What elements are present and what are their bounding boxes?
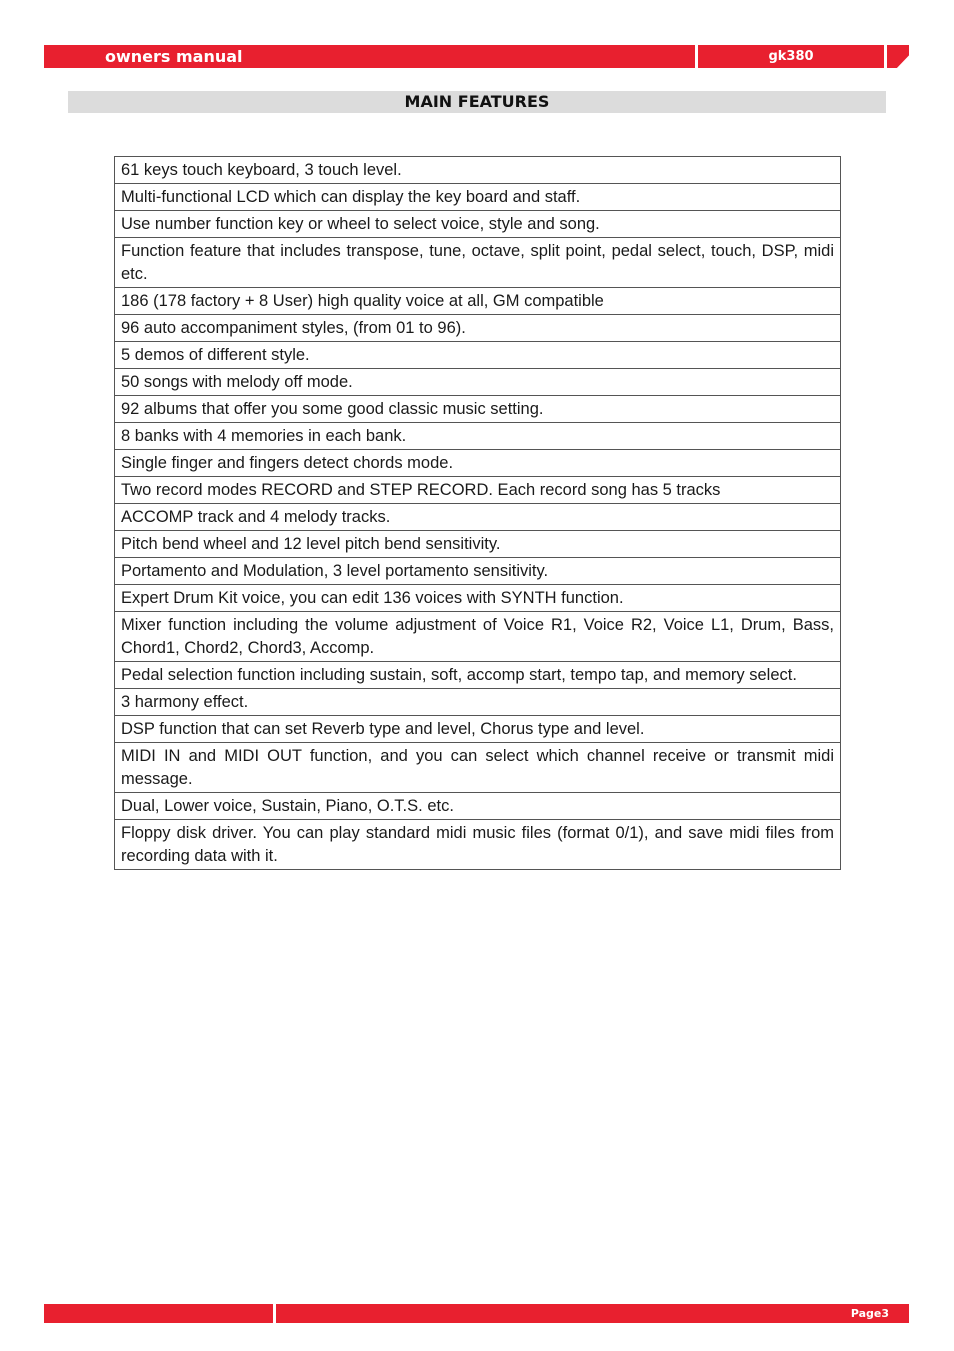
feature-cell: Function feature that includes transpose, tune, octave, split point, pedal select, touch, DSP, midi etc. <box>115 238 841 288</box>
table-row <box>115 396 841 423</box>
feature-cell: Dual, Lower voice, Sustain, Piano, O.T.S. etc. <box>115 793 841 820</box>
footer-bar-right <box>276 1304 909 1323</box>
table-row <box>115 820 841 870</box>
page-number: Page3 <box>850 1307 889 1320</box>
features-table <box>114 156 841 870</box>
table-row <box>115 716 841 743</box>
feature-cell: Mixer function including the volume adjustment of Voice R1, Voice R2, Voice L1, Drum, Bass, Chord1, Chord2, Chord3, Accomp. <box>115 612 841 662</box>
feature-cell: Pedal selection function including sustain, soft, accomp start, tempo tap, and memory select. <box>115 662 841 689</box>
table-row <box>115 238 841 288</box>
model-label: gk380 <box>768 49 814 64</box>
table-row <box>115 558 841 585</box>
feature-cell: Multi-functional LCD which can display the key board and staff. <box>115 184 841 211</box>
manual-title: owners manual <box>105 47 243 66</box>
feature-cell: Pitch bend wheel and 12 level pitch bend sensitivity. <box>115 531 841 558</box>
section-title: MAIN FEATURES <box>68 91 886 113</box>
header-corner-tab <box>887 45 909 68</box>
table-row <box>115 288 841 315</box>
feature-cell: 61 keys touch keyboard, 3 touch level. <box>115 157 841 184</box>
feature-cell: MIDI IN and MIDI OUT function, and you can select which channel receive or transmit midi message. <box>115 743 841 793</box>
feature-cell: 3 harmony effect. <box>115 689 841 716</box>
feature-cell: Use number function key or wheel to select voice, style and song. <box>115 211 841 238</box>
feature-cell: Expert Drum Kit voice, you can edit 136 voices with SYNTH function. <box>115 585 841 612</box>
table-row <box>115 450 841 477</box>
feature-cell: Floppy disk driver. You can play standard midi music files (format 0/1), and save midi files from recording data with it. <box>115 820 841 870</box>
table-row <box>115 612 841 662</box>
table-row <box>115 423 841 450</box>
table-row <box>115 504 841 531</box>
feature-cell: 50 songs with melody off mode. <box>115 369 841 396</box>
feature-cell: Portamento and Modulation, 3 level portamento sensitivity. <box>115 558 841 585</box>
table-row <box>115 369 841 396</box>
table-row <box>115 585 841 612</box>
table-row <box>115 184 841 211</box>
feature-cell: 5 demos of different style. <box>115 342 841 369</box>
table-row <box>115 531 841 558</box>
table-row <box>115 689 841 716</box>
header-bar-model <box>698 45 884 68</box>
feature-cell: ACCOMP track and 4 melody tracks. <box>115 504 841 531</box>
footer-bar-left <box>44 1304 273 1323</box>
feature-cell: 96 auto accompaniment styles, (from 01 to 96). <box>115 315 841 342</box>
feature-cell: Single finger and fingers detect chords mode. <box>115 450 841 477</box>
table-row <box>115 315 841 342</box>
table-row <box>115 342 841 369</box>
table-row <box>115 477 841 504</box>
table-row <box>115 662 841 689</box>
feature-cell: 186 (178 factory + 8 User) high quality voice at all, GM compatible <box>115 288 841 315</box>
table-row <box>115 743 841 793</box>
table-row <box>115 211 841 238</box>
feature-cell: DSP function that can set Reverb type and level, Chorus type and level. <box>115 716 841 743</box>
feature-cell: Two record modes RECORD and STEP RECORD. Each record song has 5 tracks <box>115 477 841 504</box>
header-bar-left <box>44 45 695 68</box>
table-row <box>115 793 841 820</box>
feature-cell: 92 albums that offer you some good classic music setting. <box>115 396 841 423</box>
feature-cell: 8 banks with 4 memories in each bank. <box>115 423 841 450</box>
table-row <box>115 157 841 184</box>
